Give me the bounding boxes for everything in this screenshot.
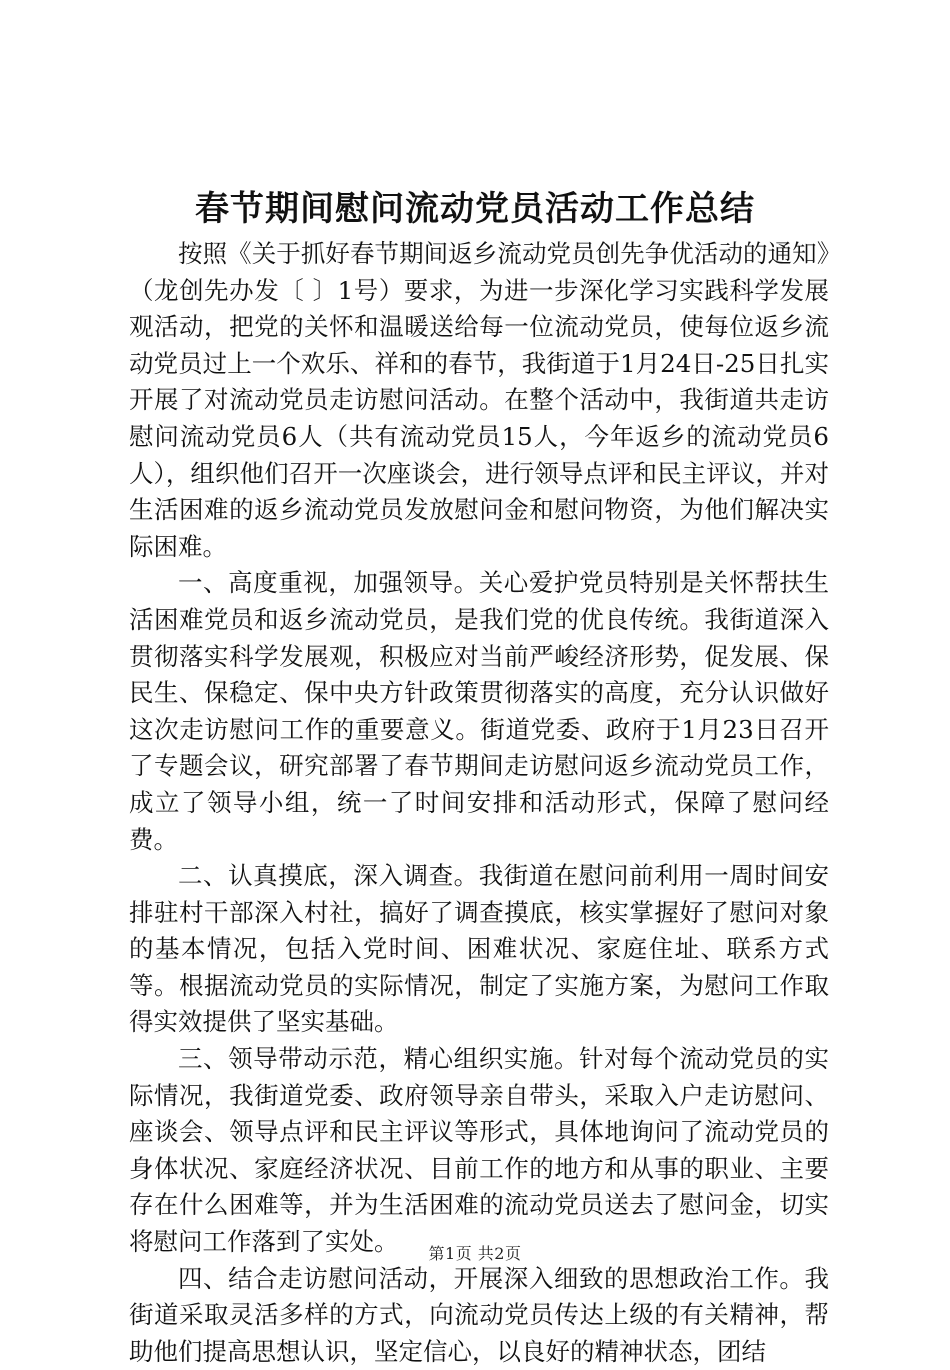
- section-2-paragraph: 二、认真摸底，深入调查。我街道在慰问前利用一周时间安排驻村干部深入村社，搞好了调查摸底，核实掌握好了慰问对象的基本情况，包括入党时间、困难状况、家庭住址、联系方式等。根据流动党员的实际情况，制定了实施方案，为慰问工作取得实效提供了坚实基础。: [129, 861, 829, 1037]
- document-title: 春节期间慰问流动党员活动工作总结: [195, 189, 755, 229]
- section-4-paragraph: 四、结合走访慰问活动，开展深入细致的思想政治工作。我街道采取灵活多样的方式，向流动党员传达上级的有关精神，帮助他们提高思想认识，坚定信心，以良好的精神状态，团结: [129, 1263, 829, 1366]
- section-1-paragraph: 一、高度重视，加强领导。关心爱护党员特别是关怀帮扶生活困难党员和返乡流动党员，是我们党的优良传统。我街道深入贯彻落实科学发展观，积极应对当前严峻经济形势，促发展、保民生、保稳定、保中央方针政策贯彻落实的高度，充分认识做好这次走访慰问工作的重要意义。街道党委、政府于1月23日召开了专题会议，研究部署了春节期间走访慰问返乡流动党员工作，成立了领导小组，统一了时间安排和活动形式，保障了慰问经费。: [129, 568, 829, 854]
- page-number-footer: 第1页 共2页: [428, 1244, 522, 1263]
- document-body: [129, 236, 829, 1370]
- intro-paragraph: 按照《关于抓好春节期间返乡流动党员创先争优活动的通知》（龙创先办发〔 〕1号）要求，为进一步深化学习实践科学发展观活动，把党的关怀和温暖送给每一位流动党员，使每位返乡流动党员过上一个欢乐、祥和的春节，我街道于1月24日-25日扎实开展了对流动党员走访慰问活动。在整个活动中，我街道共走访慰问流动党员6人（共有流动党员15人，今年返乡的流动党员6人），组织他们召开一次座谈会，进行领导点评和民主评议，并对生活困难的返乡流动党员发放慰问金和慰问物资，为他们解决实际困难。: [129, 239, 829, 561]
- section-3-paragraph: 三、领导带动示范，精心组织实施。针对每个流动党员的实际情况，我街道党委、政府领导亲自带头，采取入户走访慰问、座谈会、领导点评和民主评议等形式，具体地询问了流动党员的身体状况、家庭经济状况、目前工作的地方和从事的职业、主要存在什么困难等，并为生活困难的流动党员送去了慰问金，切实将慰问工作落到了实处。: [129, 1044, 829, 1257]
